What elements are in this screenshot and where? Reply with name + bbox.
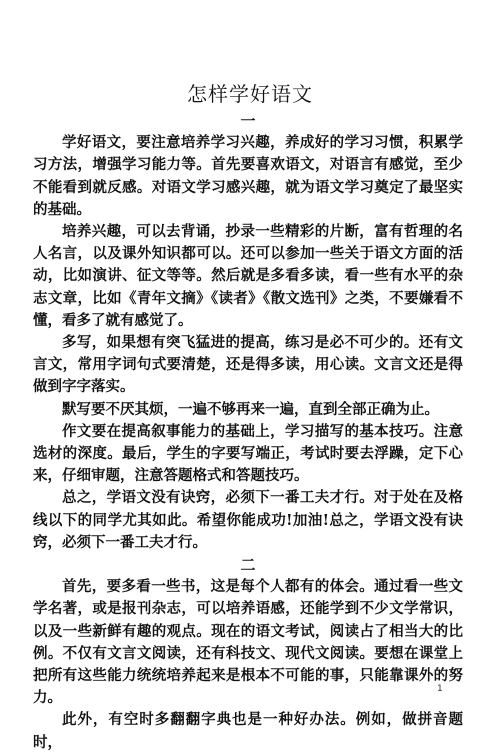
document-title: 怎样学好语文 xyxy=(187,82,313,106)
document-body xyxy=(33,112,463,754)
section-marker-1: 一 xyxy=(240,112,256,130)
paragraph: 学好语文，要注意培养学习兴趣，养成好的学习习惯，积累学习方法，增强学习能力等。首先要喜欢语文，对语言有感觉，至少不能看到就反感。对语文学习感兴趣，就为语文学习奠定了最坚实的基础。 xyxy=(33,134,463,218)
page-number: 1 xyxy=(437,684,443,694)
paragraph: 首先，要多看一些书，这是每个人都有的体会。通过看一些文学名著，或是报刊杂志，可以培养语感，还能学到不少文学常识，以及一些新鲜有趣的观点。现在的语文考试，阅读占了相当大的比例。不仅有文言文阅读，还有科技文、现代文阅读。要想在课堂上把所有这些能力统统培养起来是根本不可能的事，只能靠课外的努力。 xyxy=(33,578,463,707)
paragraph: 此外，有空时多翻翻字典也是一种好办法。例如，做拼音题时， xyxy=(33,711,463,751)
paragraph: 作文要在提高叙事能力的基础上，学习描写的基本技巧。注意选材的深度。最后，学生的字要写端正，考试时要去浮躁，定下心来，仔细审题，注意答题格式和答题技巧。 xyxy=(33,422,463,485)
paragraph: 多写，如果想有突飞猛进的提高，练习是必不可少的。还有文言文，常用字词句式要清楚，还是得多读，用心读。文言文还是得做到字字落实。 xyxy=(33,334,463,396)
paragraph: 培养兴趣，可以去背诵，抄录一些精彩的片断，富有哲理的名人名言，以及课外知识都可以。还可以参加一些关于语文方面的活动，比如演讲、征文等等。然后就是多看多读，看一些有水平的杂志文章，比如《青年文摘》《读者》《散文选刊》之类，不要嫌看不懂，看多了就有感觉了。 xyxy=(33,223,463,329)
paragraph: 默写要不厌其烦，一遍不够再来一遍，直到全部正确为止。 xyxy=(62,400,439,418)
section-marker-2: 二 xyxy=(240,556,256,575)
paragraph: 总之，学语文没有诀窍，必须下一番工夫才行。对于处在及格线以下的同学尤其如此。希望你能成功!加油!总之，学语文没有诀窍，必须下一番工夫才行。 xyxy=(33,489,463,551)
